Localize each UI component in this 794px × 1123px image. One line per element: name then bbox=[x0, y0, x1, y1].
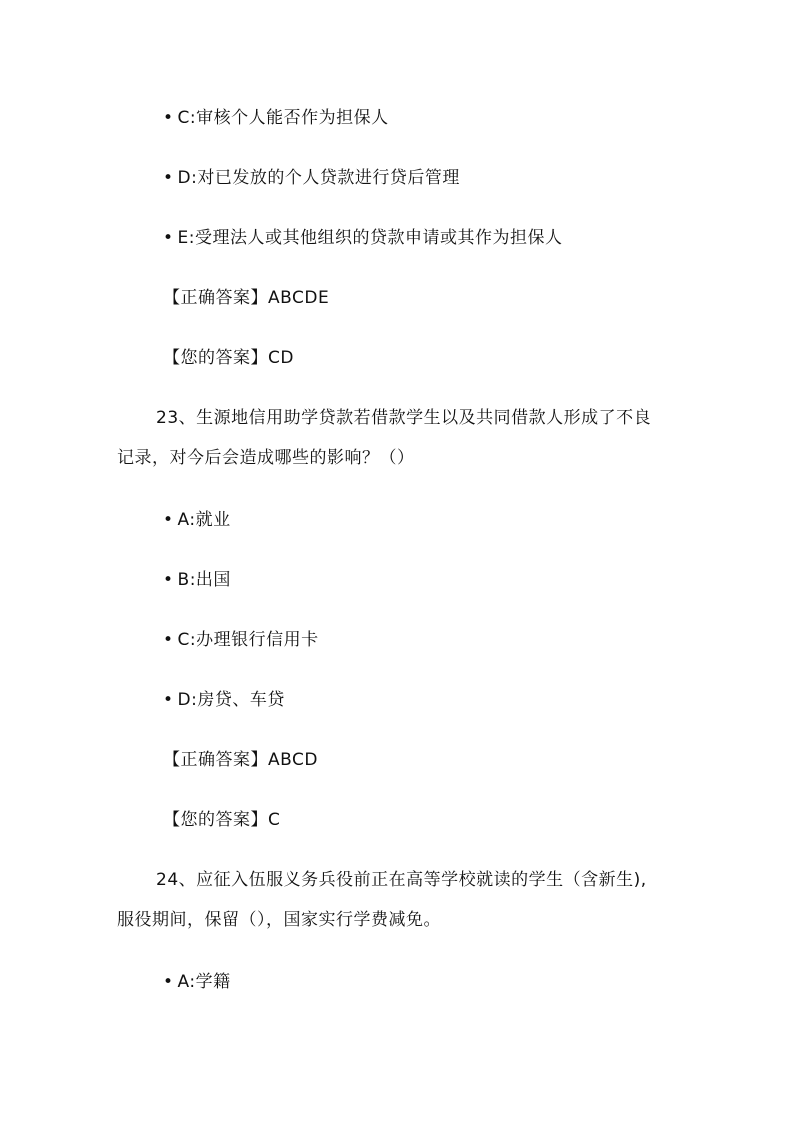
bullet: • bbox=[163, 228, 174, 248]
bullet: • bbox=[163, 108, 174, 128]
option-text: C:办理银行信用卡 bbox=[177, 630, 319, 650]
option-text: D:对已发放的个人贷款进行贷后管理 bbox=[177, 168, 460, 188]
option-text: A:学籍 bbox=[177, 972, 231, 992]
option-text: A:就业 bbox=[177, 510, 231, 530]
bullet: • bbox=[163, 630, 174, 650]
question-24-line-2: 服役期间，保留（），国家实行学费减免。 bbox=[117, 910, 441, 930]
your-answer: 【您的答案】C bbox=[163, 810, 281, 830]
correct-answer: 【正确答案】ABCD bbox=[163, 750, 318, 770]
bullet: • bbox=[163, 972, 174, 992]
option-text: C:审核个人能否作为担保人 bbox=[177, 108, 389, 128]
option-a bbox=[163, 508, 231, 532]
question-23-line-2: 记录，对今后会造成哪些的影响？（） bbox=[117, 448, 415, 468]
bullet: • bbox=[163, 168, 174, 188]
option-c bbox=[163, 106, 389, 130]
bullet: • bbox=[163, 510, 174, 530]
bullet: • bbox=[163, 690, 174, 710]
correct-answer: 【正确答案】ABCDE bbox=[163, 288, 330, 308]
question-23-line-1: 23、生源地信用助学贷款若借款学生以及共同借款人形成了不良 bbox=[156, 408, 652, 428]
option-d bbox=[163, 166, 460, 190]
option-text: B:出国 bbox=[177, 570, 231, 590]
option-a bbox=[163, 970, 231, 994]
bullet: • bbox=[163, 570, 174, 590]
question-24-line-1: 24、应征入伍服义务兵役前正在高等学校就读的学生（含新生), bbox=[156, 870, 647, 890]
option-c bbox=[163, 628, 319, 652]
option-b bbox=[163, 568, 231, 592]
option-text: E:受理法人或其他组织的贷款申请或其作为担保人 bbox=[177, 228, 563, 248]
option-d bbox=[163, 688, 285, 712]
option-text: D:房贷、车贷 bbox=[177, 690, 285, 710]
your-answer: 【您的答案】CD bbox=[163, 348, 294, 368]
option-e bbox=[163, 226, 563, 250]
